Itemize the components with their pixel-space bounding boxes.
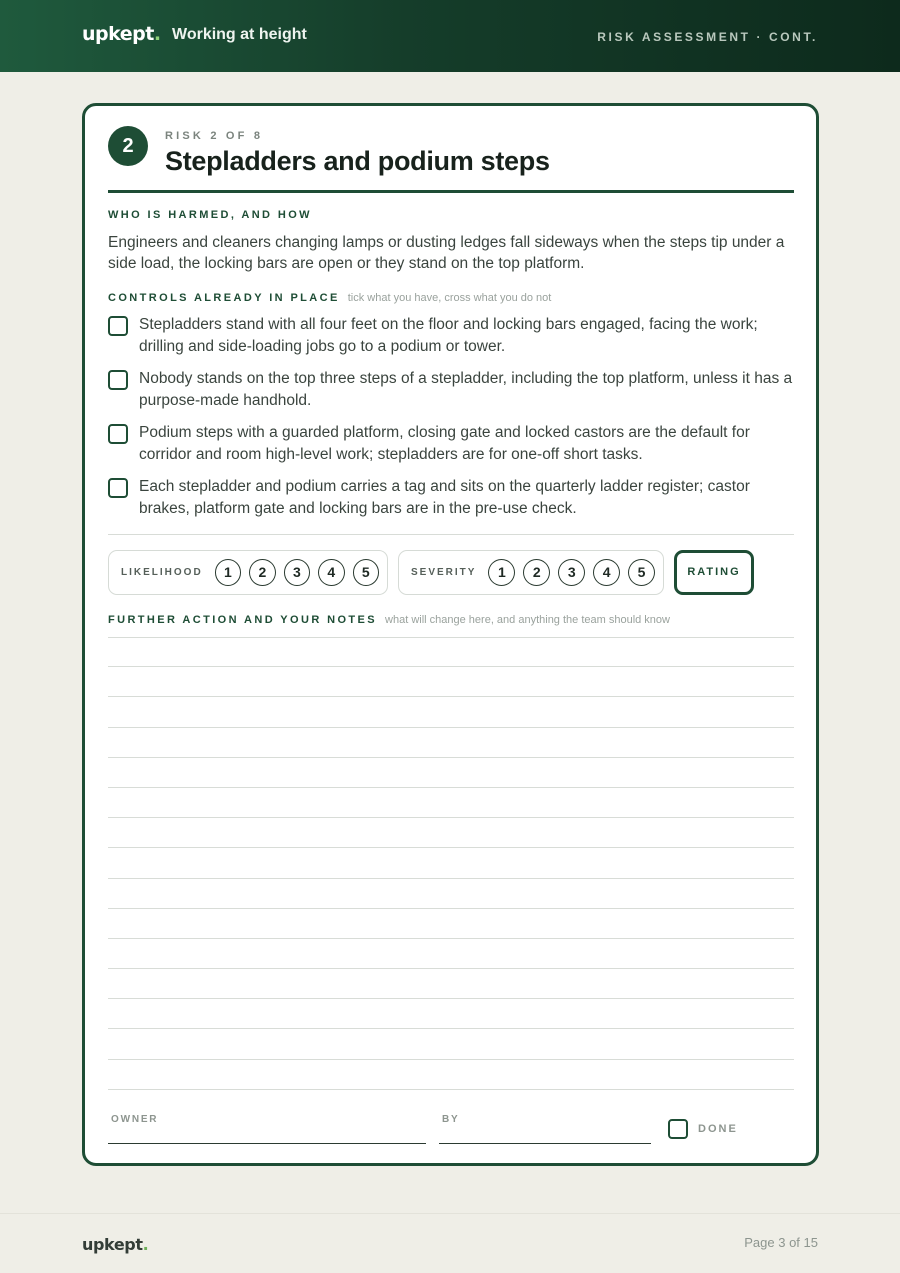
notes-line[interactable] bbox=[108, 728, 794, 758]
notes-line[interactable] bbox=[108, 969, 794, 999]
control-text: Nobody stands on the top three steps of a stepladder, including the top platform, unless it has a purpose-made handhold. bbox=[139, 370, 793, 409]
severity-option-1[interactable]: 1 bbox=[488, 559, 515, 586]
owner-field[interactable] bbox=[108, 1114, 426, 1144]
further-action-hint: what will change here, and anything the team should know bbox=[385, 614, 670, 626]
owner-label: OWNER bbox=[111, 1114, 159, 1125]
likelihood-option-2[interactable]: 2 bbox=[249, 559, 275, 586]
risk-kicker: RISK 2 OF 8 bbox=[165, 130, 264, 142]
done-control bbox=[668, 1119, 738, 1139]
control-item bbox=[108, 476, 798, 520]
controls-list bbox=[108, 314, 798, 530]
likelihood-option-5[interactable]: 5 bbox=[353, 559, 379, 586]
section-divider bbox=[108, 534, 794, 535]
notes-line[interactable] bbox=[108, 758, 794, 788]
control-item bbox=[108, 314, 798, 358]
notes-line[interactable] bbox=[108, 1060, 794, 1090]
who-harmed-text: Engineers and cleaners changing lamps or dusting ledges fall sideways when the steps tip under a side load, the locking bars are open or they stand on the top platform. bbox=[108, 234, 785, 272]
severity-option-5[interactable]: 5 bbox=[628, 559, 655, 586]
notes-line[interactable] bbox=[108, 788, 794, 818]
notes-line[interactable] bbox=[108, 848, 794, 878]
further-action-label: FURTHER ACTION AND YOUR NOTES what will change here, and anything the team should know bbox=[108, 614, 670, 626]
page-number: Page 3 of 15 bbox=[744, 1235, 818, 1250]
severity-option-4[interactable]: 4 bbox=[593, 559, 620, 586]
notes-line[interactable] bbox=[108, 667, 794, 697]
section-title: Working at height bbox=[172, 26, 307, 43]
risk-card bbox=[82, 103, 819, 1166]
control-checkbox[interactable] bbox=[108, 316, 128, 336]
done-checkbox[interactable] bbox=[668, 1119, 688, 1139]
done-label: DONE bbox=[698, 1123, 738, 1135]
likelihood-option-4[interactable]: 4 bbox=[318, 559, 344, 586]
footer-brand-logo: upkept. bbox=[82, 1235, 149, 1254]
notes-line[interactable] bbox=[108, 1029, 794, 1059]
page-footer bbox=[0, 1213, 900, 1273]
control-checkbox[interactable] bbox=[108, 370, 128, 390]
likelihood-label: LIKELIHOOD bbox=[121, 567, 203, 578]
notes-line[interactable] bbox=[108, 999, 794, 1029]
likelihood-option-3[interactable]: 3 bbox=[284, 559, 310, 586]
rating-box[interactable]: RATING bbox=[674, 550, 754, 595]
severity-label: SEVERITY bbox=[411, 567, 477, 578]
control-text: Each stepladder and podium carries a tag and sits on the quarterly ladder register; castor brakes, platform gate and locking bars are in the pre-use check. bbox=[139, 478, 750, 517]
control-item bbox=[108, 368, 798, 412]
severity-option-3[interactable]: 3 bbox=[558, 559, 585, 586]
notes-line[interactable] bbox=[108, 818, 794, 848]
controls-hint: tick what you have, cross what you do not bbox=[347, 292, 552, 304]
by-label: BY bbox=[442, 1114, 460, 1125]
notes-line[interactable] bbox=[108, 939, 794, 969]
likelihood-option-1[interactable]: 1 bbox=[215, 559, 241, 586]
controls-label: CONTROLS ALREADY IN PLACE tick what you have, cross what you do not bbox=[108, 292, 552, 304]
title-divider bbox=[108, 190, 794, 193]
who-harmed-label: WHO IS HARMED, AND HOW bbox=[108, 209, 312, 221]
notes-lines[interactable] bbox=[108, 637, 794, 1090]
control-text: Podium steps with a guarded platform, closing gate and locked castors are the default for corridor and room high-level work; stepladders are for one-off short tasks. bbox=[139, 424, 750, 463]
control-checkbox[interactable] bbox=[108, 424, 128, 444]
notes-line[interactable] bbox=[108, 879, 794, 909]
severity-option-2[interactable]: 2 bbox=[523, 559, 550, 586]
risk-number-badge: 2 bbox=[108, 126, 148, 166]
top-banner bbox=[0, 0, 900, 72]
notes-line[interactable] bbox=[108, 637, 794, 667]
document-type-label: RISK ASSESSMENT · CONT. bbox=[597, 30, 818, 44]
notes-line[interactable] bbox=[108, 697, 794, 727]
severity-scale bbox=[398, 550, 664, 595]
notes-line[interactable] bbox=[108, 909, 794, 939]
likelihood-scale bbox=[108, 550, 388, 595]
by-date-field[interactable] bbox=[439, 1114, 651, 1144]
control-checkbox[interactable] bbox=[108, 478, 128, 498]
brand-logo: upkept. bbox=[82, 23, 161, 45]
control-text: Stepladders stand with all four feet on the floor and locking bars engaged, facing the work; drilling and side-loading jobs go to a podium or tower. bbox=[139, 316, 758, 355]
control-item bbox=[108, 422, 798, 466]
risk-title: Stepladders and podium steps bbox=[165, 146, 550, 176]
